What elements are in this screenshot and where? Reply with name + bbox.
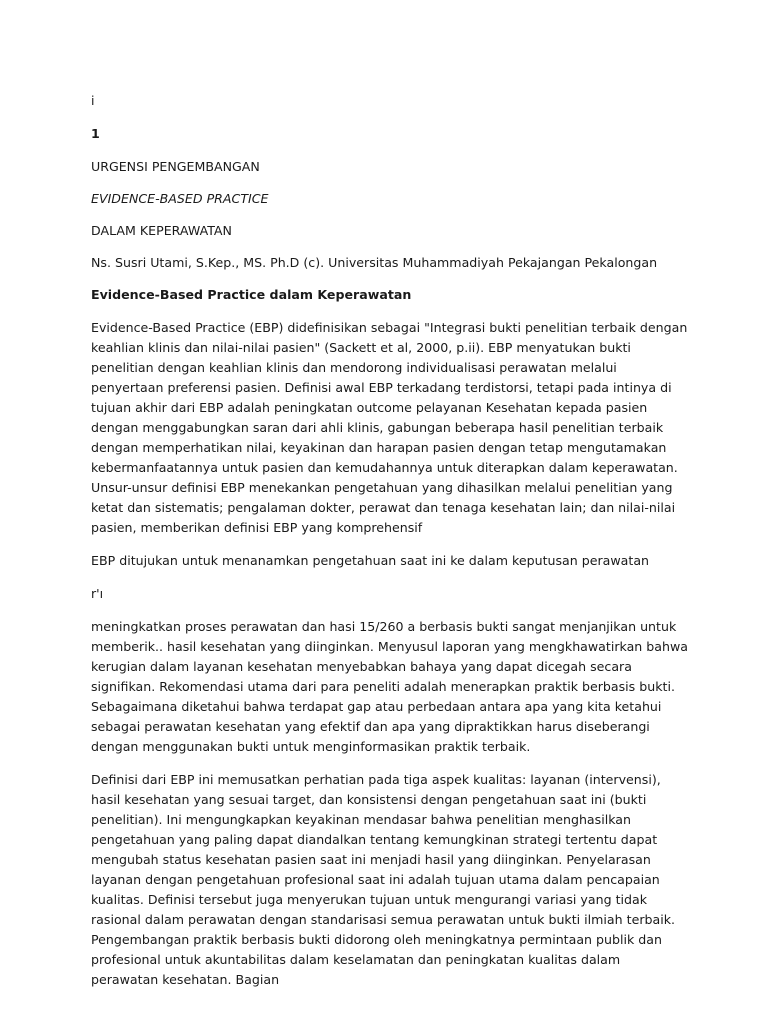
- section-heading: Evidence-Based Practice dalam Keperawatan: [91, 287, 412, 302]
- document-body: [91, 91, 691, 990]
- paragraph-4: Definisi dari EBP ini memusatkan perhatian pada tiga aspek kualitas: layanan (intervensi), hasil kesehatan yang sesuai target, dan konsistensi dengan pengetahuan saat ini (bukti penelitian). Ini mengungkapkan keyakinan mendasar bahwa penelitian menghasilkan pengetahuan yang paling dapat diandalkan tentang kemungkinan strategi tertentu dapat mengubah status kesehatan pasien saat ini menjadi hasil yang diinginkan. Penyelarasan layanan dengan pengetahuan profesional saat ini adalah tujuan utama dalam pencapaian kualitas. Definisi tersebut juga menyerukan tujuan untuk mengurangi variasi yang tidak rasional dalam perawatan dengan standarisasi semua perawatan untuk bukti ilmiah terbaik. Pengembangan praktik berbasis bukti didorong oleh meningkatnya permintaan publik dan profesional untuk akuntabilitas dalam keselamatan dan peningkatan kualitas dalam perawatan kesehatan. Bagian: [91, 772, 676, 987]
- paragraph-2: EBP ditujukan untuk menanamkan pengetahuan saat ini ke dalam keputusan perawatan: [91, 553, 650, 568]
- title-line-1: URGENSI PENGEMBANGAN: [91, 159, 260, 174]
- title-line-3: DALAM KEPERAWATAN: [91, 223, 232, 238]
- author-line: Ns. Susri Utami, S.Kep., MS. Ph.D (c). Universitas Muhammadiyah Pekajangan Pekalongan: [91, 255, 658, 270]
- page-marker: i: [91, 93, 95, 108]
- paragraph-3: meningkatkan proses perawatan dan hasi 15/260 a berbasis bukti sangat menjanjikan untuk memberik.. hasil kesehatan yang diinginkan. Menyusul laporan yang mengkhawatirkan bahwa kerugian dalam layanan kesehatan menyebabkan bahaya yang dapat dicegah secara signifikan. Rekomendasi utama dari para peneliti adalah menerapkan praktik berbasis bukti. Sebagaimana diketahui bahwa terdapat gap atau perbedaan antara apa yang kita ketahui sebagai perawatan kesehatan yang efektif dan apa yang dipraktikkan harus diseberangi dengan menggunakan bukti untuk menginformasikan praktik terbaik.: [91, 619, 689, 754]
- title-line-2: EVIDENCE-BASED PRACTICE: [91, 191, 269, 206]
- paragraph-1: Evidence-Based Practice (EBP) didefinisikan sebagai "Integrasi bukti penelitian terbaik dengan keahlian klinis dan nilai-nilai pasien" (Sackett et al, 2000, p.ii). EBP menyatukan bukti penelitian dengan keahlian klinis dan mendorong individualisasi perawatan melalui penyertaan preferensi pasien. Definisi awal EBP terkadang terdistorsi, tetapi pada intinya di tujuan akhir dari EBP adalah peningkatan outcome pelayanan Kesehatan kepada pasien dengan menggabungkan saran dari ahli klinis, gabungan beberapa hasil penelitian terbaik dengan memperhatikan nilai, keyakinan dan harapan pasien dengan tetap mengutamakan kebermanfaatannya untuk pasien dan kemudahannya untuk diterapkan dalam keperawatan. Unsur-unsur definisi EBP menekankan pengetahuan yang dihasilkan melalui penelitian yang ketat dan sistematis; pengalaman dokter, perawat dan tenaga kesehatan lain; dan nilai-nilai pasien, memberikan definisi EBP yang komprehensif: [91, 320, 688, 535]
- chapter-number: 1: [91, 126, 100, 141]
- stray-mark: r'ı: [91, 586, 104, 601]
